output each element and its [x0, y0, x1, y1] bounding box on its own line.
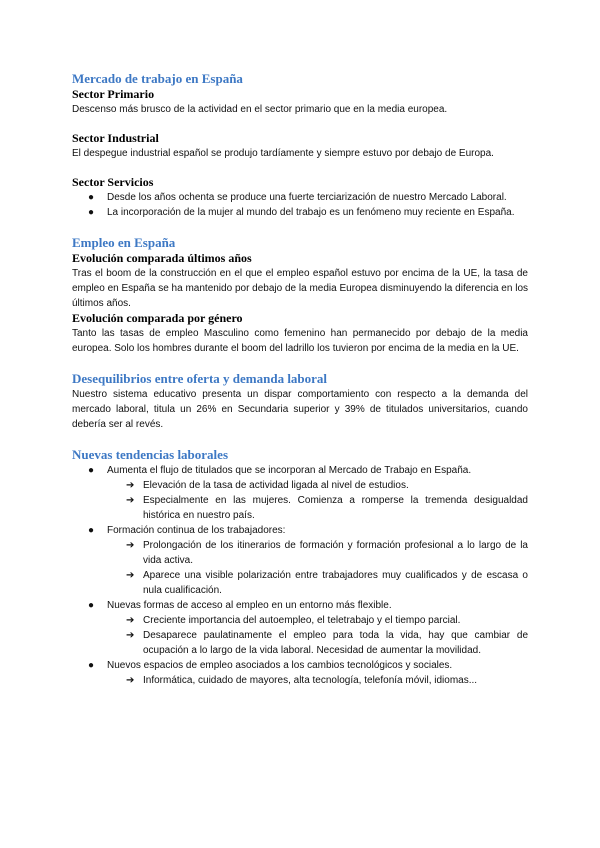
- sub-list-item-text: Prolongación de los itinerarios de formación y formación profesional a lo largo de la vida activa.: [143, 540, 528, 566]
- subsection-title-evolucion: Evolución comparada últimos años: [72, 251, 252, 265]
- document-content: [72, 70, 528, 688]
- paragraph-genero: Tanto las tasas de empleo Masculino como femenino han permanecido por debajo de la media europea. Solo los hombres durante el boom del ladrillo los tuvieron por encima de la media en la UE.: [72, 328, 528, 354]
- bullet-marker: ●: [88, 207, 95, 218]
- bullet-marker: ●: [88, 525, 95, 536]
- arrow-icon: ➔: [126, 675, 135, 686]
- paragraph-industrial: El despegue industrial español se produjo tardíamente y siempre estuvo por debajo de Europa.: [72, 148, 494, 159]
- list-item: [72, 523, 528, 538]
- section-title-tendencias: Nuevas tendencias laborales: [72, 447, 228, 462]
- arrow-icon: ➔: [126, 495, 135, 506]
- paragraph-desequilibrios: Nuestro sistema educativo presenta un dispar comportamiento con respecto a la demanda del mercado laboral, titula un 26% en Secundaria superior y 39% de titulados universitarios, cuando debería ser al revés.: [72, 389, 528, 430]
- list-item: [72, 598, 528, 613]
- sub-list-item: [72, 493, 528, 523]
- list-item-text: La incorporación de la mujer al mundo del trabajo es un fenómeno muy reciente en España.: [107, 207, 515, 218]
- list-item-text: Nuevos espacios de empleo asociados a los cambios tecnológicos y sociales.: [107, 660, 453, 671]
- sub-list-item-text: Especialmente en las mujeres. Comienza a romperse la tremenda desigualdad histórica en nuestro país.: [143, 495, 528, 521]
- bullet-marker: ●: [88, 192, 95, 203]
- section-title-empleo: Empleo en España: [72, 235, 176, 250]
- sub-list-item: [72, 628, 528, 658]
- arrow-icon: ➔: [126, 630, 135, 641]
- sub-list-item: [72, 538, 528, 568]
- list-item: [72, 190, 528, 205]
- subsection-title-genero: Evolución comparada por género: [72, 311, 243, 325]
- list-item: [72, 658, 528, 673]
- arrow-icon: ➔: [126, 540, 135, 551]
- servicios-list: [72, 190, 528, 220]
- sub-list-item: [72, 478, 528, 493]
- sub-list-item-text: Creciente importancia del autoempleo, el teletrabajo y el tiempo parcial.: [143, 615, 461, 626]
- sub-list-item-text: Aparece una visible polarización entre trabajadores muy cualificados y de escasa o nula cualificación.: [143, 570, 528, 596]
- arrow-icon: ➔: [126, 615, 135, 626]
- tendencias-list: [72, 463, 528, 688]
- paragraph-evolucion: Tras el boom de la construcción en el que el empleo español estuvo por encima de la UE, la tasa de empleo en España se ha mantenido por debajo de la media Europea disminuyendo la diferencia en los últimos años.: [72, 268, 528, 309]
- list-item-text: Aumenta el flujo de titulados que se incorporan al Mercado de Trabajo en España.: [107, 465, 472, 476]
- list-item-text: Nuevas formas de acceso al empleo en un entorno más flexible.: [107, 600, 392, 611]
- subsection-title-servicios: Sector Servicios: [72, 175, 154, 189]
- sub-list-item-text: Desaparece paulatinamente el empleo para toda la vida, hay que cambiar de ocupación a lo largo de la vida laboral. Necesidad de aumentar la movilidad.: [143, 630, 528, 656]
- list-item-text: Formación continua de los trabajadores:: [107, 525, 286, 536]
- sub-list-item: [72, 568, 528, 598]
- sub-list-item: [72, 613, 528, 628]
- subsection-title-primario: Sector Primario: [72, 87, 155, 101]
- sub-list-item-text: Informática, cuidado de mayores, alta tecnología, telefonía móvil, idiomas...: [143, 675, 478, 686]
- arrow-icon: ➔: [126, 480, 135, 491]
- list-item-text: Desde los años ochenta se produce una fuerte terciarización de nuestro Mercado Laboral.: [107, 192, 507, 203]
- subsection-title-industrial: Sector Industrial: [72, 131, 159, 145]
- bullet-marker: ●: [88, 660, 95, 671]
- sub-list-item: [72, 673, 528, 688]
- list-item: [72, 205, 528, 220]
- section-title-desequilibrios: Desequilibrios entre oferta y demanda laboral: [72, 371, 328, 386]
- sub-list-item-text: Elevación de la tasa de actividad ligada al nivel de estudios.: [143, 480, 409, 491]
- paragraph-primario: Descenso más brusco de la actividad en el sector primario que en la media europea.: [72, 104, 448, 115]
- arrow-icon: ➔: [126, 570, 135, 581]
- list-item: [72, 463, 528, 478]
- bullet-marker: ●: [88, 465, 95, 476]
- bullet-marker: ●: [88, 600, 95, 611]
- section-title-mercado: Mercado de trabajo en España: [72, 71, 243, 86]
